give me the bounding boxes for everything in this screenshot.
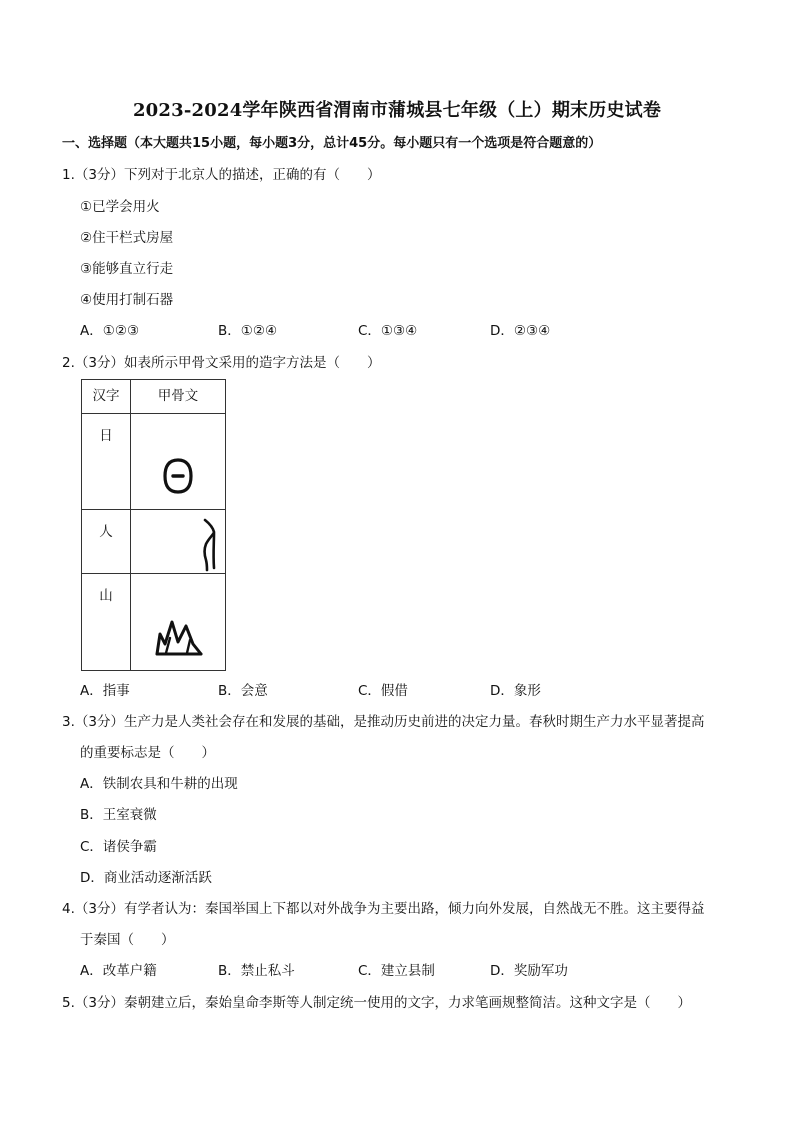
question-1-statement: ①已学会用火 [80,199,160,215]
question-1-option-b: B．①②④ [218,323,278,339]
question-4-stem-continued: 于秦国（ ） [80,932,175,948]
question-1-statement: ③能够直立行走 [80,261,174,277]
question-1-option-a: A．①②③ [80,323,140,339]
table-row [82,574,226,671]
question-2-option-b: B．会意 [218,683,268,699]
question-3-stem-continued: 的重要标志是（ ） [80,745,215,761]
question-4-option-d: D．奖励军功 [490,963,568,979]
hanzi-cell: 山 [99,588,113,604]
hanzi-cell: 日 [99,428,113,444]
oracle-cell [131,414,226,510]
question-4-option-a: A．改革户籍 [80,963,157,979]
question-2-option-a: A．指事 [80,683,130,699]
section-heading: 一、选择题（本大题共15小题，每小题3分，总计45分。每小题只有一个选项是符合题意的） [62,136,602,151]
person-oracle-glyph [199,516,221,572]
question-3-option-b: B．王室衰微 [80,807,157,823]
question-1-statement: ④使用打制石器 [80,292,174,308]
table-row [82,510,226,574]
question-4-stem: 4.（3分）有学者认为：秦国举国上下都以对外战争为主要出路，倾力向外发展，自然战无不胜。这主要得益 [62,901,705,917]
oracle-cell [131,510,226,574]
question-2-option-c: C．假借 [358,683,408,699]
question-3-option-d: D．商业活动逐渐活跃 [80,870,212,886]
hanzi-cell: 人 [99,524,113,540]
question-2-option-d: D．象形 [490,683,541,699]
question-3-option-a: A．铁制农具和牛耕的出现 [80,776,238,792]
question-2-stem: 2.（3分）如表所示甲骨文采用的造字方法是（ ） [62,355,381,371]
question-5-stem: 5.（3分）秦朝建立后，秦始皇命李斯等人制定统一使用的文字，力求笔画规整简洁。这种文字是（ ） [62,995,691,1011]
question-1-statement: ②住干栏式房屋 [80,230,174,246]
oracle-cell [131,574,226,671]
table-header-hanzi: 汉字 [82,380,131,414]
oracle-bone-table [81,379,226,671]
question-3-stem: 3.（3分）生产力是人类社会存在和发展的基础，是推动历史前进的决定力量。春秋时期生产力水平显著提高 [62,714,705,730]
sun-oracle-glyph [161,456,195,496]
question-4-option-c: C．建立县制 [358,963,435,979]
exam-title: 2023-2024学年陕西省渭南市蒲城县七年级（上）期末历史试卷 [132,100,662,121]
question-4-option-b: B．禁止私斗 [218,963,295,979]
mountain-oracle-glyph [153,614,205,658]
table-header-oracle: 甲骨文 [131,380,226,414]
table-row [82,414,226,510]
question-1-option-d: D．②③④ [490,323,551,339]
question-3-option-c: C．诸侯争霸 [80,839,157,855]
question-1-stem: 1.（3分）下列对于北京人的描述，正确的有（ ） [62,167,381,183]
question-1-option-c: C．①③④ [358,323,418,339]
